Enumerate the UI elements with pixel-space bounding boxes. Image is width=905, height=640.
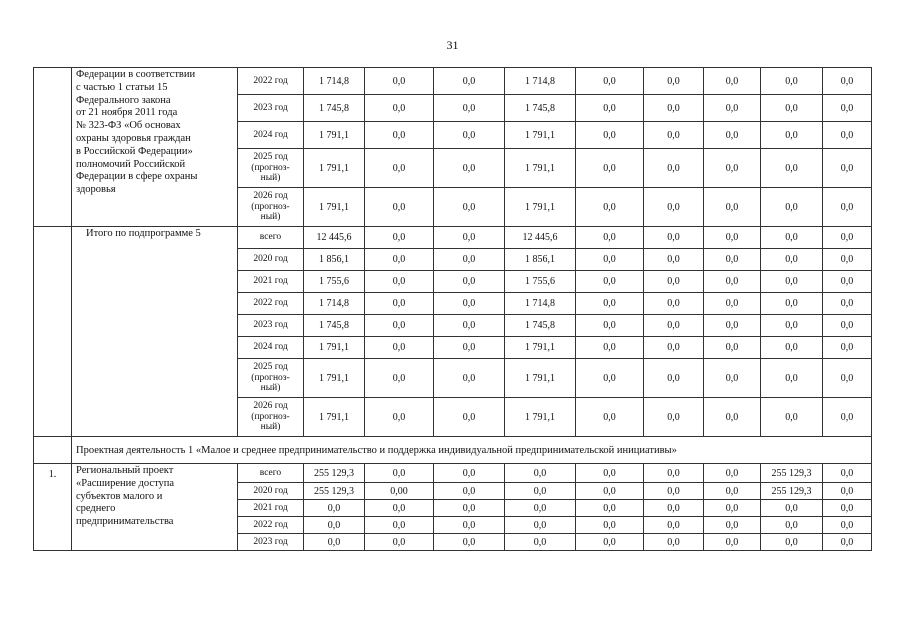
period-label: 2022 год [253, 298, 288, 309]
value-cell: 1 791,1 [505, 149, 576, 188]
value-cell: 0,0 [823, 271, 872, 293]
value-cell: 0,0 [761, 337, 823, 359]
value-cell: 0,0 [644, 249, 704, 271]
value-cell: 1 791,1 [505, 188, 576, 227]
period-label: всего [259, 467, 282, 478]
item-name-line: от 21 ноября 2011 года [76, 107, 178, 119]
value-cell: 0,0 [644, 149, 704, 188]
item-name-line: Федерации в соответствии [76, 69, 196, 80]
value-cell: 1 745,8 [505, 95, 576, 122]
value-cell: 1 745,8 [304, 95, 365, 122]
table-row [34, 68, 872, 95]
row-number-cell [34, 68, 72, 227]
value-cell: 0,0 [434, 293, 505, 315]
value-cell: 1 745,8 [304, 315, 365, 337]
value-cell: 1 791,1 [304, 337, 365, 359]
item-name-line: Федерального закона [76, 94, 171, 106]
value-cell: 0,0 [644, 271, 704, 293]
table-row [34, 464, 872, 483]
value-cell: 0,0 [505, 517, 576, 534]
value-cell: 0,0 [704, 398, 761, 437]
value-cell: 0,0 [644, 188, 704, 227]
value-cell: 0,0 [576, 293, 644, 315]
value-cell: 0,0 [576, 483, 644, 500]
value-cell: 0,0 [823, 293, 872, 315]
value-cell: 0,0 [365, 68, 434, 95]
value-cell: 0,0 [644, 122, 704, 149]
value-cell: 0,0 [704, 271, 761, 293]
value-cell: 1 791,1 [505, 359, 576, 398]
value-cell: 0,0 [576, 188, 644, 227]
period-label: 2020 год [253, 485, 288, 496]
value-cell: 0,0 [576, 398, 644, 437]
value-cell: 0,0 [576, 149, 644, 188]
value-cell: 0,0 [365, 517, 434, 534]
value-cell: 0,0 [365, 500, 434, 517]
value-cell: 0,0 [761, 68, 823, 95]
period-label: 2025 год [253, 152, 288, 163]
value-cell: 0,0 [434, 517, 505, 534]
value-cell: 0,0 [434, 483, 505, 500]
period-label: 2026 год [253, 191, 288, 202]
period-cell [238, 293, 304, 315]
value-cell: 0,0 [434, 398, 505, 437]
value-cell: 255 129,3 [761, 483, 823, 500]
value-cell: 0,0 [434, 122, 505, 149]
value-cell: 0,0 [644, 517, 704, 534]
value-cell: 1 791,1 [304, 398, 365, 437]
value-cell: 0,0 [761, 249, 823, 271]
period-label: 2025 год [253, 362, 288, 373]
value-cell: 0,0 [365, 95, 434, 122]
value-cell: 0,0 [304, 500, 365, 517]
period-cell [238, 149, 304, 188]
value-cell: 0,0 [505, 534, 576, 551]
value-cell: 0,0 [434, 500, 505, 517]
value-cell: 0,0 [434, 149, 505, 188]
period-label: 2022 год [253, 519, 288, 530]
value-cell: 0,0 [576, 337, 644, 359]
row-number-cell [34, 464, 72, 551]
period-cell [238, 249, 304, 271]
value-cell: 1 791,1 [304, 188, 365, 227]
value-cell: 0,0 [434, 315, 505, 337]
value-cell: 0,0 [576, 315, 644, 337]
period-cell [238, 483, 304, 500]
value-cell: 0,0 [576, 359, 644, 398]
value-cell: 1 791,1 [304, 122, 365, 149]
item-name-line: предпринимательства [76, 516, 174, 528]
period-label: ный) [260, 383, 281, 394]
section-row [34, 437, 872, 464]
value-cell: 1 755,6 [505, 271, 576, 293]
value-cell: 0,0 [644, 359, 704, 398]
row-number: 1. [48, 469, 57, 480]
value-cell: 0,0 [365, 249, 434, 271]
value-cell: 0,0 [704, 68, 761, 95]
item-name-line: «Расширение доступа [76, 477, 175, 489]
value-cell: 0,0 [823, 149, 872, 188]
value-cell: 0,0 [823, 359, 872, 398]
value-cell: 0,0 [704, 149, 761, 188]
value-cell: 0,0 [304, 534, 365, 551]
value-cell: 0,0 [644, 227, 704, 249]
value-cell: 0,0 [823, 483, 872, 500]
value-cell: 0,0 [823, 337, 872, 359]
value-cell: 0,0 [761, 398, 823, 437]
value-cell: 0,0 [761, 534, 823, 551]
value-cell: 0,0 [823, 188, 872, 227]
value-cell: 0,0 [434, 68, 505, 95]
item-name-line: здоровья [76, 184, 116, 196]
value-cell: 0,0 [576, 517, 644, 534]
item-name-line: полномочий Российской [76, 158, 186, 170]
value-cell: 0,0 [704, 337, 761, 359]
value-cell: 0,0 [576, 464, 644, 483]
value-cell: 0,0 [365, 293, 434, 315]
period-label: 2021 год [253, 276, 288, 287]
value-cell: 0,0 [434, 249, 505, 271]
value-cell: 1 856,1 [505, 249, 576, 271]
value-cell: 0,0 [704, 293, 761, 315]
value-cell: 0,0 [365, 149, 434, 188]
value-cell: 0,0 [644, 337, 704, 359]
period-cell [238, 500, 304, 517]
value-cell: 0,0 [704, 517, 761, 534]
value-cell: 0,0 [704, 95, 761, 122]
table-row [34, 227, 872, 249]
value-cell: 0,0 [704, 464, 761, 483]
value-cell: 0,0 [704, 227, 761, 249]
value-cell: 0,0 [434, 95, 505, 122]
value-cell: 0,0 [434, 271, 505, 293]
period-label: (прогноз- [251, 372, 290, 383]
period-label: 2021 год [253, 502, 288, 513]
value-cell: 1 714,8 [304, 68, 365, 95]
value-cell: 1 745,8 [505, 315, 576, 337]
value-cell: 0,0 [505, 483, 576, 500]
value-cell: 0,0 [761, 271, 823, 293]
value-cell: 1 791,1 [505, 337, 576, 359]
value-cell: 0,0 [434, 337, 505, 359]
value-cell: 0,0 [304, 517, 365, 534]
period-label: 2022 год [253, 75, 288, 86]
value-cell: 0,0 [704, 315, 761, 337]
value-cell: 0,0 [365, 534, 434, 551]
period-cell [238, 337, 304, 359]
period-cell [238, 464, 304, 483]
value-cell: 0,0 [365, 227, 434, 249]
value-cell: 0,0 [761, 517, 823, 534]
value-cell: 0,0 [365, 315, 434, 337]
value-cell: 0,0 [644, 464, 704, 483]
value-cell: 0,0 [704, 483, 761, 500]
value-cell: 0,0 [434, 359, 505, 398]
period-label: ный) [260, 173, 281, 184]
value-cell: 0,0 [576, 95, 644, 122]
value-cell: 0,0 [576, 534, 644, 551]
value-cell: 1 791,1 [505, 398, 576, 437]
value-cell: 0,0 [644, 483, 704, 500]
value-cell: 255 129,3 [304, 464, 365, 483]
value-cell: 1 714,8 [304, 293, 365, 315]
period-label: (прогноз- [251, 201, 290, 212]
value-cell: 1 755,6 [304, 271, 365, 293]
item-name-line: в Российской Федерации» [76, 145, 193, 157]
period-label: ный) [260, 422, 281, 433]
value-cell: 0,0 [365, 337, 434, 359]
value-cell: 0,0 [365, 359, 434, 398]
value-cell: 0,0 [761, 227, 823, 249]
value-cell: 255 129,3 [304, 483, 365, 500]
value-cell: 0,0 [644, 500, 704, 517]
value-cell: 0,0 [823, 122, 872, 149]
value-cell: 0,0 [823, 517, 872, 534]
value-cell: 0,0 [365, 188, 434, 227]
value-cell: 0,0 [704, 534, 761, 551]
value-cell: 0,0 [576, 122, 644, 149]
period-label: 2020 год [253, 254, 288, 265]
period-cell [238, 398, 304, 437]
value-cell: 0,0 [576, 500, 644, 517]
value-cell: 0,0 [823, 315, 872, 337]
value-cell: 12 445,6 [304, 227, 365, 249]
page-number: 31 [446, 38, 459, 52]
item-name-line: Федерации в сфере охраны [76, 171, 198, 183]
period-cell [238, 359, 304, 398]
value-cell: 0,0 [434, 464, 505, 483]
empty-number-cell [34, 437, 72, 464]
value-cell: 0,0 [823, 398, 872, 437]
item-name-line: субъектов малого и [76, 490, 163, 502]
value-cell: 0,0 [434, 188, 505, 227]
value-cell: 0,0 [704, 188, 761, 227]
value-cell: 1 791,1 [505, 122, 576, 149]
value-cell: 0,0 [823, 534, 872, 551]
value-cell: 0,0 [505, 500, 576, 517]
value-cell: 0,0 [434, 227, 505, 249]
period-label: 2024 год [253, 129, 288, 140]
value-cell: 0,0 [434, 534, 505, 551]
value-cell: 0,0 [644, 68, 704, 95]
value-cell: 0,0 [761, 149, 823, 188]
value-cell: 0,0 [365, 122, 434, 149]
value-cell: 0,0 [761, 95, 823, 122]
value-cell: 0,0 [644, 315, 704, 337]
value-cell: 0,0 [644, 534, 704, 551]
period-cell [238, 271, 304, 293]
value-cell: 0,0 [761, 188, 823, 227]
value-cell: 0,0 [823, 227, 872, 249]
period-cell [238, 534, 304, 551]
value-cell: 0,0 [823, 464, 872, 483]
period-label: ный) [260, 212, 281, 223]
period-cell [238, 227, 304, 249]
value-cell: 0,0 [576, 227, 644, 249]
period-label: 2023 год [253, 102, 288, 113]
value-cell: 0,0 [823, 249, 872, 271]
period-label: (прогноз- [251, 411, 290, 422]
value-cell: 0,0 [365, 398, 434, 437]
value-cell: 1 714,8 [505, 293, 576, 315]
item-name-line: Итого по подпрограмме 5 [86, 228, 201, 239]
value-cell: 0,0 [644, 293, 704, 315]
row-number-cell [34, 227, 72, 437]
section-title: Проектная деятельность 1 «Малое и среднее предпринимательство и поддержка индивидуальной предпринимательской инициативы» [72, 437, 872, 464]
item-name-line: среднего [76, 503, 116, 515]
value-cell: 0,0 [644, 398, 704, 437]
value-cell: 1 714,8 [505, 68, 576, 95]
item-name-cell [72, 227, 238, 437]
period-label: 2023 год [253, 320, 288, 331]
period-label: всего [259, 232, 282, 243]
value-cell: 0,0 [365, 271, 434, 293]
value-cell: 0,0 [823, 500, 872, 517]
value-cell: 0,0 [704, 500, 761, 517]
value-cell: 0,0 [576, 271, 644, 293]
value-cell: 1 856,1 [304, 249, 365, 271]
period-cell [238, 188, 304, 227]
value-cell: 0,0 [644, 95, 704, 122]
period-cell [238, 95, 304, 122]
item-name-line: № 323-ФЗ «Об основах [76, 120, 181, 132]
value-cell: 0,0 [704, 359, 761, 398]
value-cell: 0,0 [576, 68, 644, 95]
value-cell: 1 791,1 [304, 149, 365, 188]
value-cell: 255 129,3 [761, 464, 823, 483]
value-cell: 0,0 [761, 315, 823, 337]
value-cell: 0,0 [761, 359, 823, 398]
value-cell: 0,0 [761, 500, 823, 517]
value-cell: 12 445,6 [505, 227, 576, 249]
value-cell: 0,0 [576, 249, 644, 271]
value-cell: 1 791,1 [304, 359, 365, 398]
value-cell: 0,0 [823, 95, 872, 122]
period-label: (прогноз- [251, 162, 290, 173]
period-label: 2026 год [253, 401, 288, 412]
period-cell [238, 315, 304, 337]
value-cell: 0,0 [365, 464, 434, 483]
value-cell: 0,0 [823, 68, 872, 95]
value-cell: 0,0 [704, 249, 761, 271]
period-cell [238, 68, 304, 95]
item-name-cell [72, 464, 238, 551]
period-cell [238, 517, 304, 534]
period-cell [238, 122, 304, 149]
budget-table [33, 67, 872, 551]
value-cell: 0,0 [704, 122, 761, 149]
value-cell: 0,00 [365, 483, 434, 500]
item-name-line: Региональный проект [76, 465, 174, 476]
item-name-cell [72, 68, 238, 227]
value-cell: 0,0 [761, 293, 823, 315]
value-cell: 0,0 [505, 464, 576, 483]
value-cell: 0,0 [761, 122, 823, 149]
period-label: 2024 год [253, 342, 288, 353]
item-name-line: охраны здоровья граждан [76, 132, 191, 144]
period-label: 2023 год [253, 536, 288, 547]
item-name-line: с частью 1 статьи 15 [76, 81, 168, 93]
